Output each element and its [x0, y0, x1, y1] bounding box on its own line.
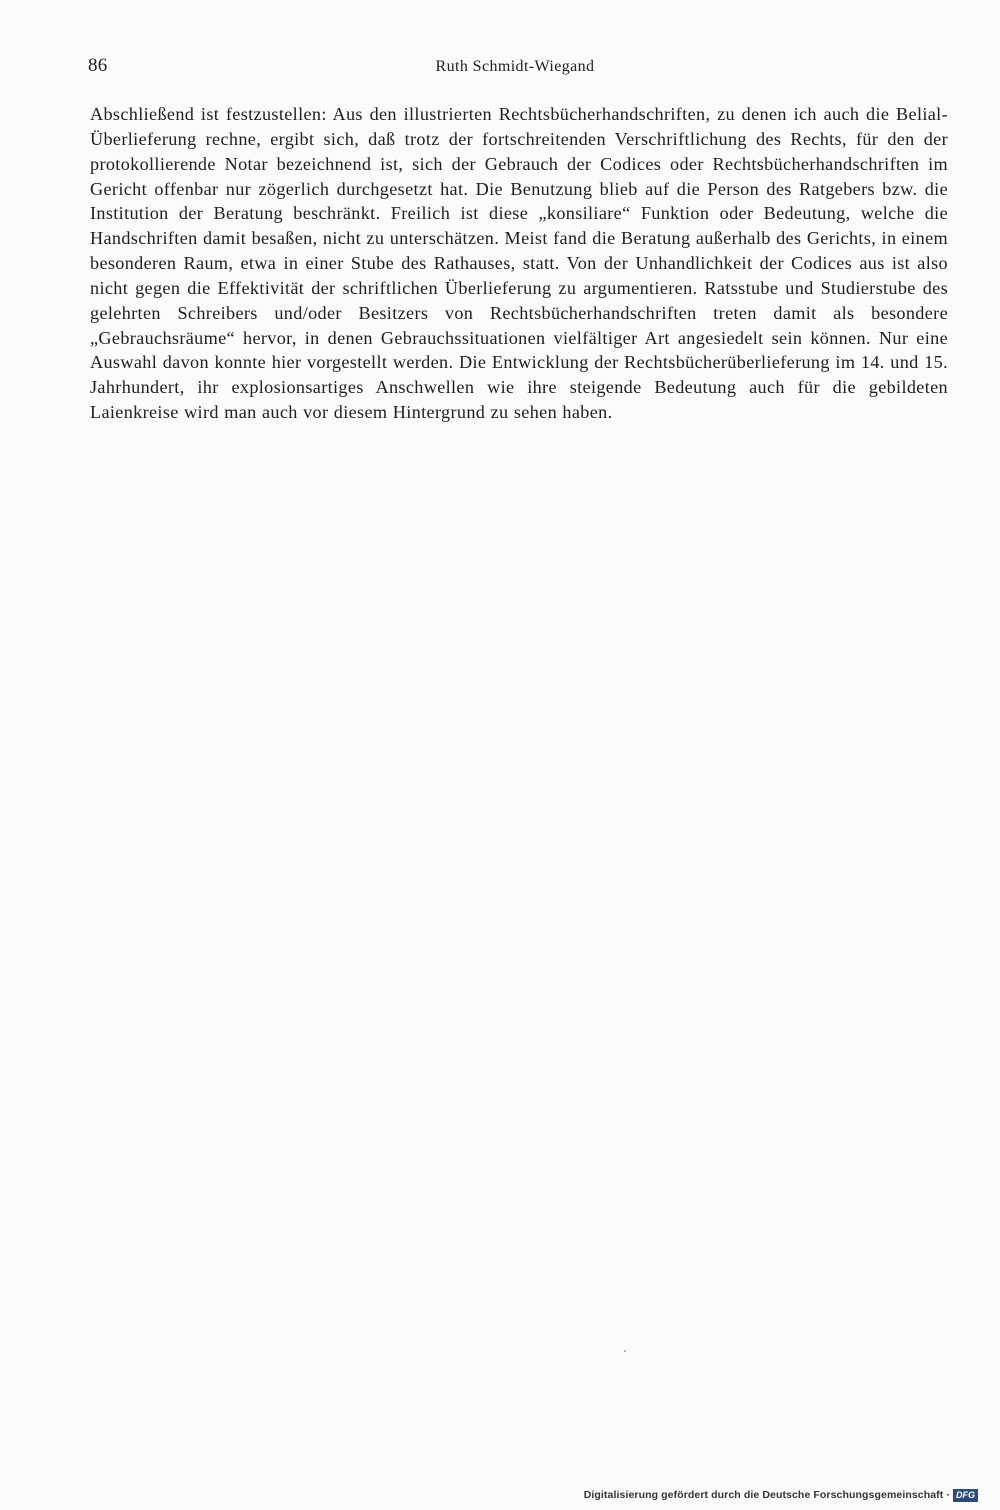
- body-paragraph: Abschließend ist festzustellen: Aus den illustrierten Rechtsbücherhandschriften, zu denen ich auch die Belial-Überlieferung rechne, ergibt sich, daß trotz der fortschreitenden Verschriftlichung des Rechts, für den der protokollierende Notar bezeichnend ist, sich der Gebrauch der Codices oder Rechtsbücherhandschriften im Gericht offenbar nur zögerlich durchgesetzt hat. Die Benutzung blieb auf die Person des Ratgebers bzw. die Institution der Beratung beschränkt. Freilich ist diese „konsiliare“ Funktion oder Bedeutung, welche die Handschriften damit besaßen, nicht zu unterschätzen. Meist fand die Beratung außerhalb des Gerichts, in einem besonderen Raum, etwa in einer Stube des Rathauses, statt. Von der Unhandlichkeit der Codices aus ist also nicht gegen die Effektivität der schriftlichen Überlieferung zu argumentieren. Ratsstube und Studierstube des gelehrten Schreibers und/oder Besitzers von Rechtsbücherhandschriften treten damit als besondere „Gebrauchsräume“ hervor, in denen Gebrauchssituationen vielfältiger Art angesiedelt sein können. Nur eine Auswahl davon konnte hier vorgestellt werden. Die Entwicklung der Rechtsbücherüberlieferung im 14. und 15. Jahrhundert, ihr explosionsartiges Anschwellen wie ihre steigende Bedeutung auch für die gebildeten Laienkreise wird man auch vor diesem Hintergrund zu sehen haben.: [90, 104, 948, 423]
- footer-credit: Digitalisierung gefördert durch die Deutsche Forschungsgemeinschaft ·: [583, 1489, 950, 1501]
- digitization-footer: [584, 1488, 978, 1502]
- scan-speck: [624, 1350, 626, 1352]
- dfg-logo-icon: DFG: [953, 1489, 978, 1502]
- page-number: 86: [88, 55, 108, 76]
- running-head: Ruth Schmidt-Wiegand: [435, 58, 595, 75]
